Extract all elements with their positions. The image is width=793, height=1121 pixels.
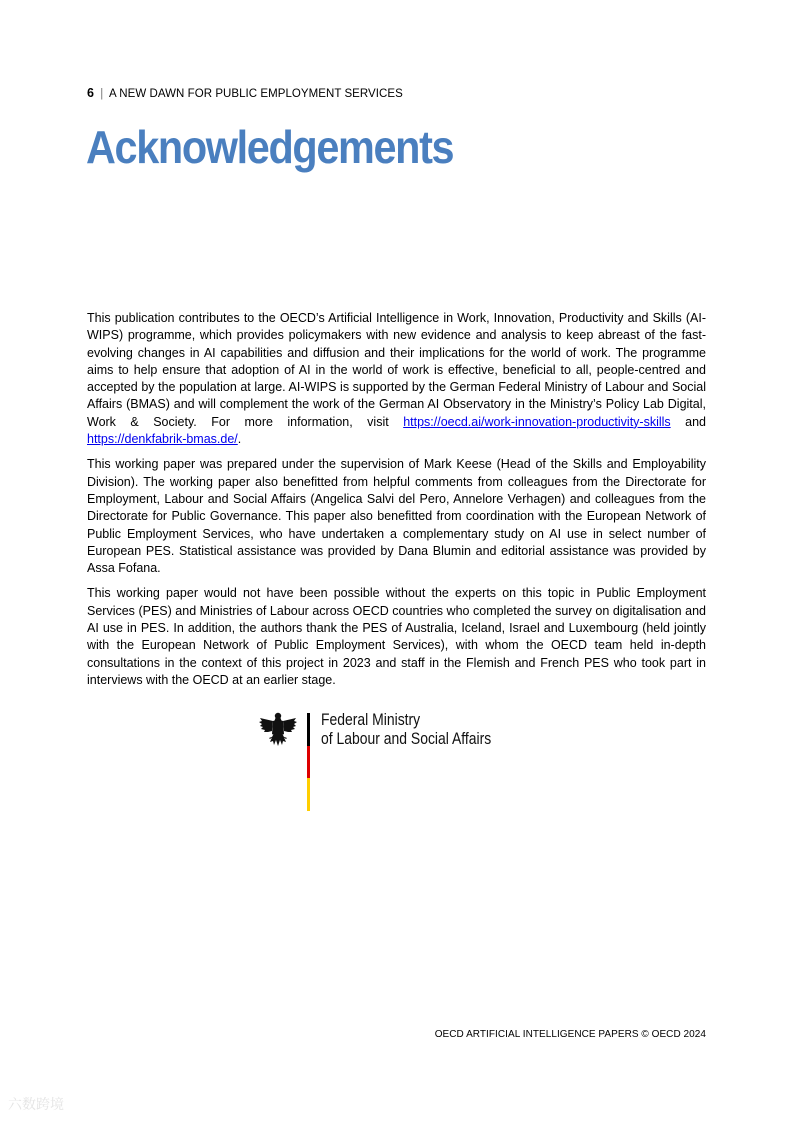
- running-header: [87, 86, 403, 100]
- german-flag-bar: [307, 713, 310, 811]
- watermark: 六数跨境: [8, 1096, 64, 1112]
- logo-text: [321, 710, 491, 748]
- flag-stripe-black: [307, 713, 310, 746]
- publication-title: A NEW DAWN FOR PUBLIC EMPLOYMENT SERVICES: [108, 88, 403, 100]
- federal-eagle-icon: [258, 710, 298, 750]
- logo-line-1: Federal Ministry: [321, 710, 421, 729]
- link-conjunction: and: [670, 414, 706, 429]
- paragraph-3: This working paper would not have been possible without the experts on this topic in Public Employment Services (PES) and Ministries of Labour across OECD countries who completed the survey on digitalisation and AI use in PES. In addition, the authors thank the PES of Australia, Iceland, Israel and Luxembourg (held jointly with the European Network of Public Employment Services), with whom the OECD team held in-depth consultations in the context of this project in 2023 and staff in the Flemish and French PES who took part in interviews with the OECD at an earlier stage.: [87, 586, 706, 687]
- header-separator: |: [100, 88, 104, 100]
- page-title: Acknowledgements: [86, 121, 454, 173]
- paragraph-1: [87, 310, 706, 448]
- paragraph-2: This working paper was prepared under the supervision of Mark Keese (Head of the Skills and Employability Division). The working paper also benefitted from helpful comments from colleagues from the Directorate for Employment, Labour and Social Affairs (Angelica Salvi del Pero, Annelore Verhagen) and colleagues from the Directorate for Public Governance. This paper also benefitted from coordination with the European Network of Public Employment Services, who have undertaken a complementary study on AI use in select number of European PES. Statistical assistance was provided by Dana Blumin and editorial assistance was provided by Assa Fofana.: [87, 457, 706, 576]
- flag-stripe-gold: [307, 778, 310, 811]
- ai-wips-link[interactable]: https://oecd.ai/work-innovation-productivity-skills: [403, 414, 671, 429]
- page-footer: OECD ARTIFICIAL INTELLIGENCE PAPERS © OECD 2024: [434, 1029, 706, 1040]
- denkfabrik-link[interactable]: https://denkfabrik-bmas.de/: [87, 432, 238, 447]
- paragraph-1-text: This publication contributes to the OECD’s Artificial Intelligence in Work, Innovation, Productivity and Skills (AI-WIPS) programme, which provides policymakers with new evidence and analysis to keep abreast of the fast-evolving changes in AI capabilities and diffusion and their implications for the world of work. The programme aims to help ensure that adoption of AI in the world of work is effective, beneficial to all, people-centred and accepted by the population at large. AI-WIPS is supported by the German Federal Ministry of Labour and Social Affairs (BMAS) and will complement the work of the German AI Observatory in the Ministry’s Policy Lab Digital, Work & Society. For more information, visit: [87, 311, 706, 429]
- flag-stripe-red: [307, 746, 310, 779]
- acknowledgements-body: [87, 310, 706, 697]
- paragraph-1-end: .: [237, 432, 242, 447]
- logo-line-2: of Labour and Social Affairs: [321, 729, 492, 748]
- bmas-logo: [258, 710, 518, 814]
- page-number: 6: [87, 86, 95, 100]
